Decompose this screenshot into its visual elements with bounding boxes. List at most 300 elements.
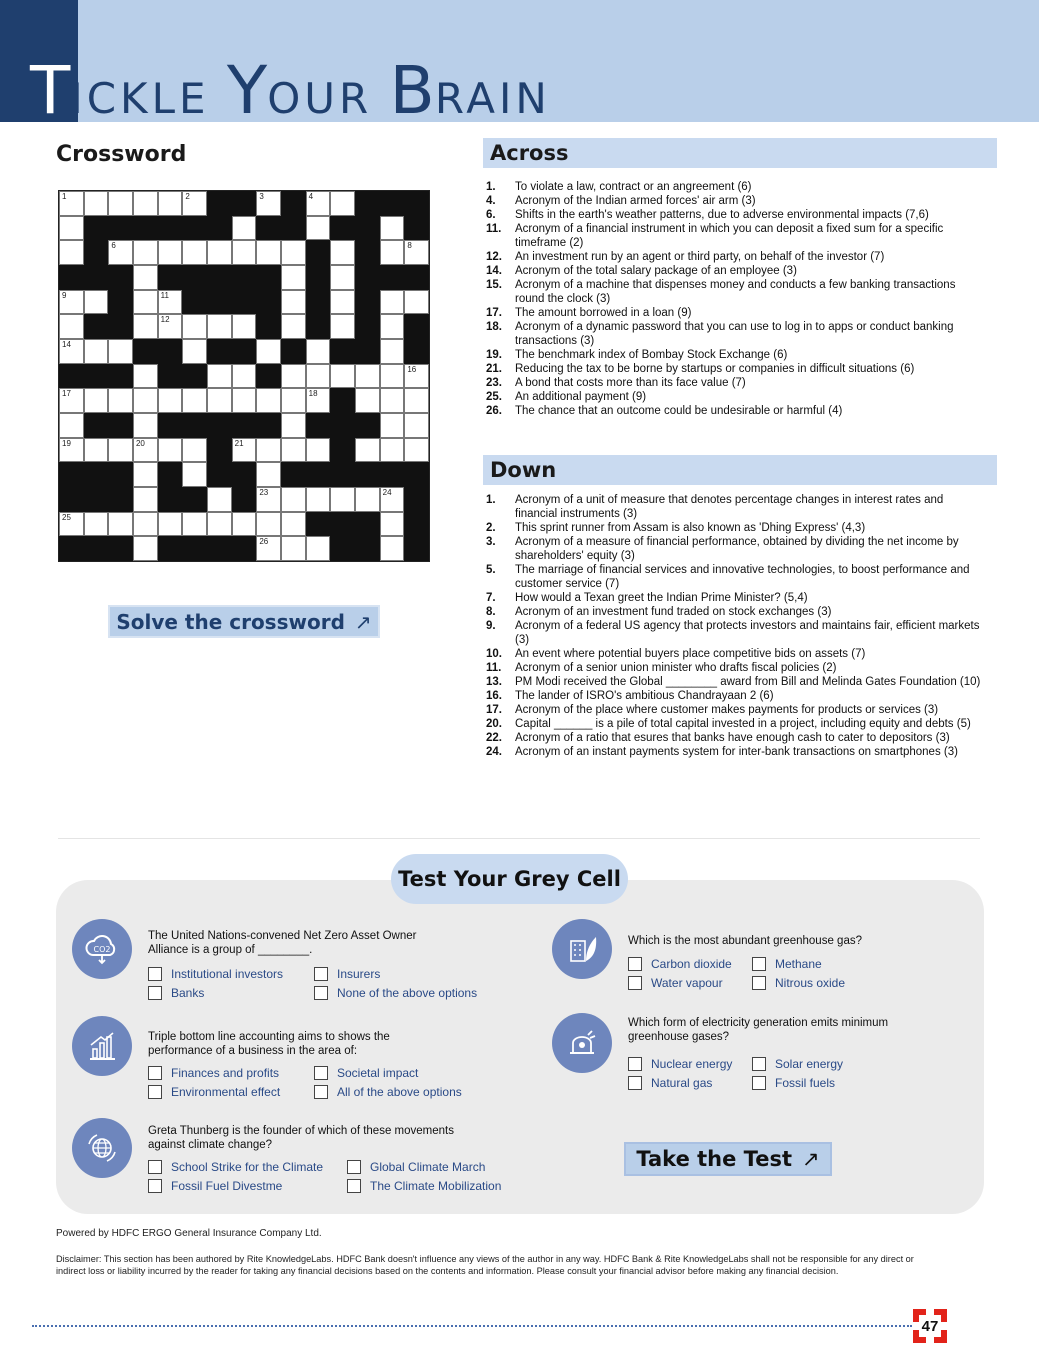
crossword-cell[interactable] <box>306 438 331 463</box>
crossword-cell[interactable] <box>256 240 281 265</box>
clue-text: Acronym of a federal US agency that protects investors and maintains fair, efficient markets (3) <box>515 620 980 646</box>
crossword-cell[interactable] <box>355 388 380 413</box>
crossword-block <box>108 413 133 438</box>
crossword-block <box>207 339 232 364</box>
checkbox[interactable] <box>148 1179 162 1193</box>
option-checkbox[interactable] <box>314 1085 494 1099</box>
checkbox[interactable] <box>752 1057 766 1071</box>
crossword-cell[interactable] <box>306 487 331 512</box>
crossword-cell[interactable] <box>232 216 257 241</box>
crossword-block <box>108 462 133 487</box>
crossword-block <box>108 364 133 389</box>
crossword-cell[interactable] <box>404 438 429 463</box>
crossword-cell[interactable] <box>59 512 84 537</box>
clue-number: 19. <box>486 349 502 361</box>
crossword-cell[interactable] <box>84 339 109 364</box>
crossword-block <box>306 462 331 487</box>
clue-text: Acronym of an instant payments system for inter-bank transactions on smartphones (3) <box>515 746 958 758</box>
crossword-cell[interactable] <box>306 191 331 216</box>
clue-text: Acronym of a senior union minister who drafts fiscal policies (2) <box>515 662 837 674</box>
option-label: Environmental effect <box>171 1085 281 1099</box>
crossword-cell[interactable] <box>133 240 158 265</box>
crossword-cell[interactable] <box>256 487 281 512</box>
clue-text: Acronym of the place where customer makes payments for products or services (3) <box>515 704 939 716</box>
crossword-cell[interactable] <box>59 339 84 364</box>
crossword-cell[interactable] <box>59 388 84 413</box>
svg-text:CO2: CO2 <box>93 945 111 954</box>
crossword-cell[interactable] <box>281 314 306 339</box>
clue-number: 25 <box>62 512 71 522</box>
crossword-cell[interactable] <box>133 265 158 290</box>
crossword-block <box>59 462 84 487</box>
crossword-cell[interactable] <box>133 512 158 537</box>
crossword-cell[interactable] <box>59 191 84 216</box>
crossword-cell[interactable] <box>133 388 158 413</box>
bar-chart-icon <box>72 1016 132 1076</box>
crossword-cell[interactable] <box>158 388 183 413</box>
across-clues <box>486 180 986 418</box>
crossword-cell[interactable] <box>380 512 405 537</box>
crossword-block <box>133 339 158 364</box>
clue-number: 26. <box>486 405 502 417</box>
crossword-block <box>158 339 183 364</box>
crossword-cell[interactable] <box>380 536 405 561</box>
option-label: Carbon dioxide <box>651 957 732 971</box>
crossword-block <box>207 438 232 463</box>
crossword-cell[interactable] <box>404 364 429 389</box>
clue-item <box>486 521 986 535</box>
clue-item <box>486 745 986 759</box>
crossword-cell[interactable] <box>158 314 183 339</box>
option-label: All of the above options <box>337 1085 462 1099</box>
clue-text: To violate a law, contract or an angreement (6) <box>515 181 752 193</box>
crossword-cell[interactable] <box>207 388 232 413</box>
crossword-cell[interactable] <box>108 339 133 364</box>
clue-number: 25. <box>486 391 502 403</box>
take-test-button[interactable] <box>624 1142 832 1176</box>
crossword-cell[interactable] <box>207 364 232 389</box>
crossword-block <box>330 462 355 487</box>
option-checkbox[interactable] <box>347 1179 527 1193</box>
checkbox[interactable] <box>314 967 328 981</box>
crossword-cell[interactable] <box>306 388 331 413</box>
crossword-block <box>404 216 429 241</box>
clue-number: 22. <box>486 732 502 744</box>
crossword-cell[interactable] <box>108 438 133 463</box>
clue-number: 18. <box>486 321 502 333</box>
crossword-cell[interactable] <box>306 364 331 389</box>
crossword-block <box>108 216 133 241</box>
clue-text: The marriage of financial services and innovative technologies, to boost performance and customer service (7) <box>515 564 970 590</box>
crossword-block <box>108 290 133 315</box>
crossword-cell[interactable] <box>404 388 429 413</box>
crossword-cell[interactable] <box>256 388 281 413</box>
crossword-cell[interactable] <box>281 413 306 438</box>
checkbox[interactable] <box>148 986 162 1000</box>
crossword-cell[interactable] <box>84 388 109 413</box>
crossword-cell[interactable] <box>380 364 405 389</box>
crossword-block <box>355 314 380 339</box>
crossword-cell[interactable] <box>232 388 257 413</box>
clue-text: Acronym of a dynamic password that you can use to log in to apps or conduct banking transactions (3) <box>515 321 954 347</box>
crossword-block <box>330 438 355 463</box>
clue-item <box>486 563 986 591</box>
crossword-block <box>182 413 207 438</box>
clue-item <box>486 306 986 320</box>
crossword-block <box>380 265 405 290</box>
crossword-block <box>158 265 183 290</box>
clue-item <box>486 278 986 306</box>
option-checkbox[interactable] <box>148 1066 314 1080</box>
crossword-block <box>59 487 84 512</box>
crossword-block <box>232 265 257 290</box>
crossword-cell[interactable] <box>355 438 380 463</box>
crossword-cell[interactable] <box>158 512 183 537</box>
crossword-block <box>207 462 232 487</box>
option-label: Finances and profits <box>171 1066 280 1080</box>
crossword-cell[interactable] <box>404 240 429 265</box>
crossword-block <box>232 536 257 561</box>
crossword-cell[interactable] <box>281 536 306 561</box>
globe-icon <box>72 1118 132 1178</box>
crossword-cell[interactable] <box>158 191 183 216</box>
clue-number: 7. <box>486 592 496 604</box>
down-heading-bar <box>483 455 997 485</box>
crossword-cell[interactable] <box>207 240 232 265</box>
crossword-cell[interactable] <box>59 413 84 438</box>
crossword-cell[interactable] <box>281 487 306 512</box>
clue-item <box>486 376 986 390</box>
option-label: Nuclear energy <box>651 1057 733 1071</box>
crossword-cell[interactable] <box>380 413 405 438</box>
crossword-cell[interactable] <box>158 438 183 463</box>
option-checkbox[interactable] <box>752 1057 892 1071</box>
clue-text: How would a Texan greet the Indian Prime Minister? (5,4) <box>515 592 808 604</box>
factory-leaf-icon <box>552 919 612 979</box>
crossword-cell[interactable] <box>404 413 429 438</box>
crossword-cell[interactable] <box>380 388 405 413</box>
crossword-block <box>281 216 306 241</box>
crossword-block <box>330 413 355 438</box>
crossword-cell[interactable] <box>182 240 207 265</box>
crossword-block <box>330 388 355 413</box>
disclaimer: Disclaimer: This section has been authored by Rite KnowledgeLabs. HDFC Bank doesn't influence any views of the author in any way. HDFC Bank & Rite KnowledgeLabs shall not be responsible for any direct or indirect loss or liability incurred by the reader for taking any financial decisions based on the contents and information. Please consult your financial advisor before making any financial decision. <box>56 1254 914 1276</box>
crossword-cell[interactable] <box>84 438 109 463</box>
crossword-block <box>404 462 429 487</box>
crossword-cell[interactable] <box>256 339 281 364</box>
crossword-cell[interactable] <box>108 512 133 537</box>
clue-number: 6. <box>486 209 496 221</box>
crossword-block <box>355 339 380 364</box>
crossword-cell[interactable] <box>158 240 183 265</box>
option-checkbox[interactable] <box>752 1076 892 1090</box>
option-label: Institutional investors <box>171 967 284 981</box>
crossword-cell[interactable] <box>256 462 281 487</box>
crossword-block <box>306 240 331 265</box>
clue-number: 23. <box>486 377 502 389</box>
crossword-cell[interactable] <box>133 487 158 512</box>
crossword-cell[interactable] <box>281 388 306 413</box>
crossword-cell[interactable] <box>133 364 158 389</box>
clue-number: 2 <box>185 192 190 201</box>
crossword-cell[interactable] <box>108 191 133 216</box>
checkbox[interactable] <box>314 986 328 1000</box>
clue-number: 21. <box>486 363 502 375</box>
checkbox[interactable] <box>148 967 162 981</box>
crossword-cell[interactable] <box>380 240 405 265</box>
option-checkbox[interactable] <box>148 986 314 1000</box>
page-header <box>0 0 1039 129</box>
crossword-cell[interactable] <box>256 191 281 216</box>
crossword-cell[interactable] <box>281 438 306 463</box>
clue-text: Acronym of the Indian armed forces' air arm (3) <box>515 195 756 207</box>
option-checkbox[interactable] <box>314 967 494 981</box>
crossword-cell[interactable] <box>207 487 232 512</box>
crossword-cell[interactable] <box>306 339 331 364</box>
crossword-cell[interactable] <box>133 290 158 315</box>
crossword-cell[interactable] <box>380 216 405 241</box>
crossword-block <box>108 487 133 512</box>
crossword-cell[interactable] <box>330 290 355 315</box>
option-label: None of the above options <box>337 986 478 1000</box>
crossword-cell[interactable] <box>59 438 84 463</box>
crossword-cell[interactable] <box>182 339 207 364</box>
clue-number: 11. <box>486 223 502 235</box>
checkbox[interactable] <box>314 1066 328 1080</box>
crossword-cell[interactable] <box>281 265 306 290</box>
crossword-block <box>355 290 380 315</box>
crossword-block <box>404 265 429 290</box>
crossword-cell[interactable] <box>232 512 257 537</box>
option-label: Water vapour <box>651 976 723 990</box>
crossword-cell[interactable] <box>404 290 429 315</box>
crossword-cell[interactable] <box>256 438 281 463</box>
crossword-block <box>182 536 207 561</box>
checkbox[interactable] <box>752 976 766 990</box>
crossword-cell[interactable] <box>182 462 207 487</box>
crossword-cell[interactable] <box>133 462 158 487</box>
clue-text: Shifts in the earth's weather patterns, due to adverse environmental impacts (7,6) <box>515 209 929 221</box>
crossword-cell[interactable] <box>182 191 207 216</box>
option-checkbox[interactable] <box>628 1057 752 1071</box>
crossword-cell[interactable] <box>256 536 281 561</box>
crossword-cell[interactable] <box>330 314 355 339</box>
clue-text: PM Modi received the Global ________ award from Bill and Melinda Gates Foundation (10) <box>515 676 981 688</box>
crossword-block <box>256 413 281 438</box>
option-checkbox[interactable] <box>314 986 494 1000</box>
clue-number: 12 <box>160 315 170 325</box>
option-checkbox[interactable] <box>148 1179 347 1193</box>
clue-number: 17 <box>62 389 71 399</box>
crossword-cell[interactable] <box>232 314 257 339</box>
crossword-cell[interactable] <box>182 314 207 339</box>
clue-item <box>486 591 986 605</box>
crossword-cell[interactable] <box>380 438 405 463</box>
option-checkbox[interactable] <box>347 1160 527 1174</box>
question-text: Which is the most abundant greenhouse gas? <box>628 935 862 947</box>
checkbox[interactable] <box>148 1085 162 1099</box>
option-checkbox[interactable] <box>628 1076 752 1090</box>
crossword-cell[interactable] <box>84 512 109 537</box>
option-label: Societal impact <box>337 1066 419 1080</box>
crossword-block <box>232 462 257 487</box>
crossword-block <box>330 339 355 364</box>
quiz-question-5 <box>552 1013 962 1103</box>
crossword-cell[interactable] <box>59 216 84 241</box>
crossword-block <box>158 536 183 561</box>
title-part: RAIN <box>434 74 551 123</box>
crossword-block <box>59 265 84 290</box>
quiz-question-4 <box>552 919 962 999</box>
crossword-block <box>306 512 331 537</box>
crossword-cell[interactable] <box>256 512 281 537</box>
crossword-cell[interactable] <box>232 240 257 265</box>
page-number: 47 <box>921 1317 939 1335</box>
solve-crossword-button[interactable] <box>108 605 380 638</box>
clue-item <box>486 689 986 703</box>
checkbox[interactable] <box>148 1066 162 1080</box>
option-checkbox[interactable] <box>148 967 314 981</box>
clue-text: This sprint runner from Assam is also known as 'Dhing Express' (4,3) <box>515 522 866 534</box>
crossword-cell[interactable] <box>232 364 257 389</box>
crossword-cell[interactable] <box>306 536 331 561</box>
clue-number: 11 <box>160 290 169 300</box>
crossword-block <box>158 462 183 487</box>
clue-text: Acronym of a ratio that esures that banks have enough cash to cater to depositors (3) <box>515 732 950 744</box>
checkbox[interactable] <box>752 1076 766 1090</box>
crossword-block <box>182 216 207 241</box>
checkbox[interactable] <box>628 976 642 990</box>
checkbox[interactable] <box>628 1057 642 1071</box>
crossword-cell[interactable] <box>59 314 84 339</box>
crossword-cell[interactable] <box>182 388 207 413</box>
checkbox[interactable] <box>628 1076 642 1090</box>
clue-number: 10. <box>486 648 502 660</box>
dotted-rule <box>32 1325 912 1327</box>
crossword-cell[interactable] <box>108 388 133 413</box>
crossword-cell[interactable] <box>330 487 355 512</box>
checkbox[interactable] <box>148 1160 162 1174</box>
option-checkbox[interactable] <box>148 1085 314 1099</box>
clue-number: 26 <box>259 537 269 547</box>
crossword-block <box>330 536 355 561</box>
crossword-cell[interactable] <box>182 512 207 537</box>
crossword-cell[interactable] <box>207 512 232 537</box>
crossword-block <box>355 191 380 216</box>
crossword-block <box>133 216 158 241</box>
crossword-cell[interactable] <box>330 364 355 389</box>
clue-text: An additional payment (9) <box>515 391 647 403</box>
crossword-cell[interactable] <box>133 536 158 561</box>
crossword-cell[interactable] <box>108 240 133 265</box>
crossword-block <box>404 314 429 339</box>
option-label: Banks <box>171 986 205 1000</box>
crossword-block <box>207 265 232 290</box>
clue-number: 24. <box>486 746 502 758</box>
crossword-block <box>108 265 133 290</box>
crossword-cell[interactable] <box>232 438 257 463</box>
crossword-cell[interactable] <box>59 290 84 315</box>
crossword-cell[interactable] <box>355 487 380 512</box>
option-label: Fossil Fuel Divestme <box>171 1179 283 1193</box>
option-checkbox[interactable] <box>752 957 892 971</box>
crossword-cell[interactable] <box>380 487 405 512</box>
crossword-cell[interactable] <box>182 438 207 463</box>
crossword-cell[interactable] <box>306 216 331 241</box>
crossword-cell[interactable] <box>355 364 380 389</box>
clue-number: 17. <box>486 307 502 319</box>
crossword-block <box>108 536 133 561</box>
crossword-cell[interactable] <box>380 339 405 364</box>
clue-number: 14 <box>62 339 71 349</box>
crossword-cell[interactable] <box>84 191 109 216</box>
checkbox[interactable] <box>628 957 642 971</box>
title-part: ICKLE <box>70 74 227 123</box>
crossword-block <box>404 512 429 537</box>
crossword-block <box>256 290 281 315</box>
crossword-cell[interactable] <box>330 240 355 265</box>
crossword-grid[interactable] <box>58 190 430 562</box>
across-heading-bar <box>483 138 997 168</box>
crossword-cell[interactable] <box>133 314 158 339</box>
crossword-cell[interactable] <box>207 314 232 339</box>
crossword-cell[interactable] <box>281 290 306 315</box>
divider <box>58 838 980 839</box>
clue-text: Capital ______ is a pile of total capital invested in a project, including equity and debts (5) <box>515 718 971 730</box>
crossword-block <box>355 536 380 561</box>
crossword-block <box>84 240 109 265</box>
crossword-block <box>355 413 380 438</box>
crossword-block <box>158 216 183 241</box>
crossword-cell[interactable] <box>133 438 158 463</box>
clue-text: Acronym of an investment fund traded on stock exchanges (3) <box>515 606 832 618</box>
crossword-cell[interactable] <box>380 290 405 315</box>
option-checkbox[interactable] <box>148 1160 347 1174</box>
checkbox[interactable] <box>347 1160 361 1174</box>
crossword-cell[interactable] <box>158 290 183 315</box>
clue-item <box>486 535 986 563</box>
crossword-block <box>158 487 183 512</box>
crossword-cell[interactable] <box>133 191 158 216</box>
option-label: The Climate Mobilization <box>370 1179 502 1193</box>
clue-item <box>486 208 986 222</box>
crossword-cell[interactable] <box>281 364 306 389</box>
checkbox[interactable] <box>347 1179 361 1193</box>
title-initial-y: Y <box>226 52 268 129</box>
option-checkbox[interactable] <box>752 976 892 990</box>
checkbox[interactable] <box>752 957 766 971</box>
crossword-block <box>355 512 380 537</box>
crossword-block <box>232 413 257 438</box>
crossword-cell[interactable] <box>380 314 405 339</box>
option-checkbox[interactable] <box>628 976 752 990</box>
crossword-cell[interactable] <box>281 240 306 265</box>
option-checkbox[interactable] <box>628 957 752 971</box>
crossword-cell[interactable] <box>330 265 355 290</box>
option-label: Global Climate March <box>370 1160 486 1174</box>
crossword-cell[interactable] <box>330 191 355 216</box>
checkbox[interactable] <box>314 1085 328 1099</box>
crossword-cell[interactable] <box>133 413 158 438</box>
clue-number: 11. <box>486 662 502 674</box>
crossword-block <box>182 265 207 290</box>
crossword-cell[interactable] <box>59 240 84 265</box>
crossword-cell[interactable] <box>84 290 109 315</box>
crossword-cell[interactable] <box>281 512 306 537</box>
option-checkbox[interactable] <box>314 1066 494 1080</box>
clue-text: The lander of ISRO's ambitious Chandrayaan 2 (6) <box>515 690 774 702</box>
clue-number: 3. <box>486 536 496 548</box>
